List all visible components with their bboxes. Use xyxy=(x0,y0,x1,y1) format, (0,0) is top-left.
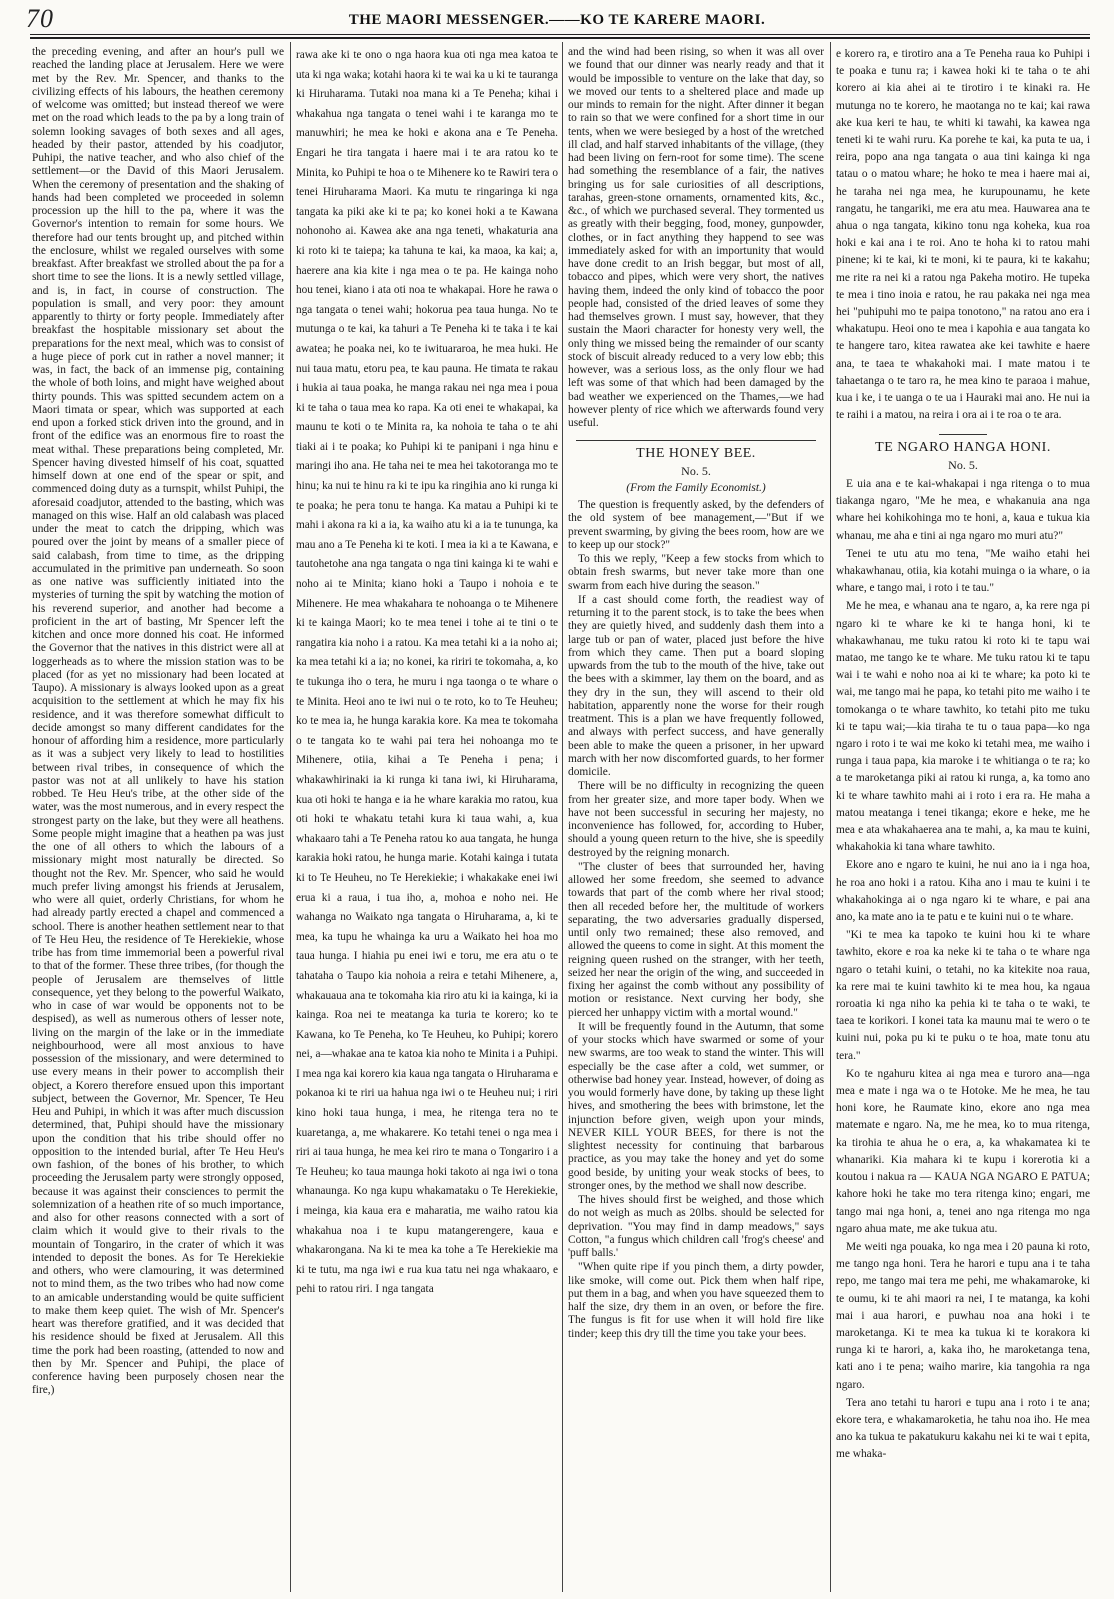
column-divider xyxy=(290,42,291,1592)
paragraph: The hives should first be weighed, and those which do not weigh as much as 20lbs. should be selected for deprivation. "You may find in damp meadows," says Cotton, "a fungus which children call 'frog's cheese' and 'puff balls.' xyxy=(568,1194,824,1259)
paragraph: rawa ake ki te ono o nga haora kua oti nga mea katoa te uta ki nga waka; kotahi haora ki te wai ka u ki te tauranga ki Hiruharama. Tutaki noa mana ki a Te Peneha; kihai i whakahua nga tangata o tenei wahi i te karanga mo te manuwhiri; he mea ke hoki e akona ana e Te Peneha. Engari he tira tangata i haere mai i te ara ratou ko te Minita, ko Puhipi te hoa o te Mihenere ko te Rawiri tera o tenei Hiruharama Maori. Ka mutu te ringaringa ki nga tangata ka piki ake ki te pa; ko konei hoki a te Kawana nohonoho ai. Kawea ake ana nga teneti, whakaturia ana ki roto ki te taiepa; ka tahuna te kai, ka maoa, ka kai; a, haerere ana kia kite i nga mea o te pa. He kainga noho hou tenei, kiano i ata oti noa te whakapai. Hore he rawa o nga tangata o tenei wahi; hokorua pea taua hunga. No te mutunga o te kai, ka tahuri a Te Peneha ki te taka i te kai awatea; he poaka nei, ko te iwituararoa, he mea huki. He nui taua matu, etoru pea, te kau pauna. He timata te rakau i hukia ai taua poaka, he manga rakau nei nga mea i poua ki te taha o taua mea ko rapa. Ka oti enei te whakapai, ka maunu te koti o te Minita ra, ka nohoia te taha o te ahi tiaki ai i te poaka; ko Puhipi ki te panipani i nga hinu e maringi iho ana. He taha nei te mea hei takotoranga mo te hinu; ka nui te hinu ra ki te ipu ka ringihia ano ki runga ki te poaka; he pera tonu te hanga. Ka matau a Puhipi ki te mahi i akona ra ki a ia, ka waiho atu ki a ia te tununga, ka mau ano a Te Peneha ki te koti. I mea ia ki a te Kawana, e tautohetohe ana nga tangata o nga tini kainga ki te wahi e noho ai te Minita; kiano hoki a Taupo i nohoia e te Mihenere. He mea whakahara te nohoanga o te Mihenere ki te kainga Maori; ko te mea tenei i tohe ai te tini o te rangatira kia noho i a ratou. Ka mea tetahi ki a ia noho ai; ka mea tetahi ki a ia; no konei, ka ririri te tokomaha, a, ko te tukunga iho o tera, he muru i nga taonga o te whare o te Minita. Heoi ano te iwi nui o te roto, ko to Te Heuheu; ko te mea ia, he hunga karakia kore. Ka mea te tokomaha o te tangata ko te wahi pai tera hei nohoanga mo te Mihenere, otiia, kihai a Te Peneha i pena; i whakawhirinaki ia ki runga ki tana iwi, ki Hiruharama, kua oti hoki te hanga e ia he whare karakia mo ratou, kua oti hoki te whakatu tetahi kura ki taua wahi, a, kua whakaaro tahi a Te Peneha ratou ko aua tangata, he hunga karakia hoki ratou, he hunga marie. Kotahi kainga i tutata ki to Te Heuheu, no Te Herekiekie; i whakakake enei iwi erua ki a raua, i tua iho, a, mohoa e noho nei. He wahanga no Waikato nga tangata o Hiruharama, a, ki te mea, ka tupu he whainga ka uru a Waikato hei hoa mo taua hunga. I hiahia pu enei iwi e toru, me era atu o te tahataha o Taupo kia nohoia a reira e tetahi Mihenere, a, whakauaua ana te tokomaha kia riro atu ki ia kainga, ki ia kainga. Roa nei te meatanga ka turia te korero; ko te Kawana, ko Te Peneha, ko Te Heuheu, ko Puhipi; korero nei, a—whakae ana te katoa kia noho te Minita i a Puhipi. I mea nga kai korero kia kaua nga tangata o Hiruharama e pokanoa ki te riri ua hahua nga iwi o te Heuheu nui; i riri kino hoki taua hunga, i mea, he ritenga tera no te kuaretanga, a, me whakarere. Ko tetahi tenei o nga mea i riri ai taua hunga, he mea kei riro te mana o Tongariro i a Te Heuheu; ko taua maunga hoki takoto ai nga iwi o tona whanaunga. Ko nga kupu whakamataku o Te Herekiekie, i meinga, kia kaua era e maharatia, me waiho ratou kia whakahua noa i te kupu matangerengere, kaua e whakarongana. Na ki te mea ka tohe a Te Herekiekie ma ki te tutu, ma nga iwi e rua kua tatu nei nga whakaaro, e pehi to ratou riri. I nga tangata xyxy=(296,49,558,1296)
paragraph: The question is frequently asked, by the defenders of the old system of bee management,—"But if we prevent swarming, by giving the bees room, how are we to keep up our stock?" xyxy=(568,499,824,551)
paragraph: If a cast should come forth, the readiest way of returning it to the parent stock, is to take the bees when they are quietly hived, and suddenly dash them into a large tub or pan of water, placed just before the hive from which they came. Then put a board sloping upwards from the tub to the mouth of the hive, take out the bees with a skimmer, lay them on the board, and as they dry in the sun, they will ascend to their old habitation, apparently none the worse for their rough treatment. This is a plan we have frequently followed, and always with perfect success, and have generally been able to make the queen a prisoner, in her upward march with her now discomforted guards, to her former domicile. xyxy=(568,593,824,778)
paragraph: There will be no difficulty in recognizing the queen from her greater size, and more taper body. When we have not been successful in securing her majesty, no inconvenience has followed, for, according to Huber, should a young queen return to the hive, she is speedily destroyed by the reigning monarch. xyxy=(568,780,824,859)
paragraph: It will be frequently found in the Autumn, that some of your stocks which have swarmed or some of your new swarms, are too weak to stand the winter. This will especially be the case after a cold, wet summer, or otherwise bad honey year. Instead, however, of doing as you would formerly have done, by taking up these light hives, and smothering the bees with brimstone, let the injunction before given, weigh upon your minds, NEVER KILL YOUR BEES, for there is not the slightest necessity for continuing that barbarous practice, as you may take the honey and yet do some good beside, by uniting your weak stocks of bees, to stronger ones, by the method we shall now describe. xyxy=(568,1020,824,1192)
column-2-maori-journal xyxy=(296,46,558,1591)
paragraph: Me weiti nga pouaka, ko nga mea i 20 pauna ki roto, me tango nga honi. Tera he harori e tupu ana i te taha repo, me tango mai tera me pehi, me whakamaroke, ki te oumu, ki te ahi maori ra nei, I te matanga, ka kohi mai i aua harori, e puwhau noa ana hoki i te maroketanga. Ki te mea ka tukua ki te korakora ki runga ki te harori, a, kaka iho, he maroketanga tena, kati ano i te pena; waiho marire, kia tangohia ra nga ngaro. xyxy=(836,1240,1090,1391)
section-number: No. 5. xyxy=(948,457,978,472)
paragraph: Ekore ano e ngaro te kuini, he nui ano ia i nga hoa, he roa ano hoki i a ratou. Kiha ano i mau te kuini i te whakahokinga ai o nga ngaro ki te whare, e pai ana ano, ka mate ano ia te patu e te kuini nui o te whare. xyxy=(836,859,1090,924)
section-source: (From the Family Economist.) xyxy=(626,481,766,494)
paragraph: "Ki te mea ka tapoko te kuini hou ki te whare tawhito, ekore e roa ka neke ki te taha o te whare nga ngaro o tetahi kuini, o tetahi, no ka kitekite noa raua, ka rere mai te kuini tawhito ki te mea hou, ka ngaua roroatia ki nga niho ka pehia ki te taha o te waki, te taea te korikori. I konei tata ka maunu mai te wero o te kuini nui, poka pu ki te puku o te hoa, mate tonu atu tera." xyxy=(836,929,1090,1062)
section-title-te-ngaro-hanga-honi: TE NGARO HANGA HONI. xyxy=(875,440,1051,456)
paragraph: e korero ra, e tirotiro ana a Te Peneha raua ko Puhipi i te poaka e tunu ra; i kawea hoki ki te taha o te ahi korero ai kia ahei ai te tirotiro i te kinaki ra. He mutunga no te korero, he maotanga no te kai; kai rawa ake kua keri te hau, te whiti ki tawahi, ka kawea nga teneti ki te wahi ruru. Ka porehe te kai, ka puta te ua, i reira, popo ana nga tangata o aua tini kainga ki nga tatau o o matou whare; he hoko te mea i haere mai ai, he taraha nei nga mea, he kurupounamu, he kete rangatu, he tangariki, me era atu mea. Hauwarea ana te ahua o nga tangata, kikino tonu nga koheka, kua roa hoki e kai ana i te roi. Ano te hoha ki to ratou mahi pinene; ki te kai, ki te moni, ki te paura, ki te kakahu; me rite ra nei ki a ratou nga Pakeha motiro. He tupeka te mea i tino inoia e ratou, he rau pakaka nei nga mea hei "puhipuhi mo te paipa tonotono," na ratou ano era i whakatupu. Heoi ono te mea i kapohia e aua tangata ko te hangere taro, kitea rawatea ake kei tawhite e haere ana, te taea te whakahoki mai. I mate matou i te tahaetanga o te taro ra, he mea kino te paraoa i mahue, kua i ke, i te uanga o te ua i Hauraki mai ano. He nui ia te raihi i a matou, na reira i ora ai i te roa o te ara. xyxy=(836,48,1090,422)
paragraph: Tera ano tetahi tu harori e tupu ana i roto i te ana; ekore tera, e whakamaroketia, he tahu noa iho. He mea ano ka tukua te pakatukuru kakahu nei ki te wai t epita, me whaka- xyxy=(836,1396,1090,1461)
paragraph: and the wind had been rising, so when it was all over we found that our dinner was nearly ready and that it would be impossible to venture on the lake that day, so we moved our tents to a sheltered place and made up our minds to remain for the night. After dinner it began to rain so that we were confined for a short time in our tents, when we were besieged by a host of the wretched ill clad, and half starved inhabitants of the village, (they had been living on fern-root for some time). The scene had something the resemblance of a fair, the natives bringing us for sale curiosities of all descriptions, tarahas, green-stone ornaments, ornamented kits, &c., &c., of which we purchased several. They tormented us as greatly with their begging, food, money, gunpowder, clothes, or in fact anything they happend to see was immediately asked for with an importunity that would have done credit to an Irish beggar, but most of all, tobacco and pipes, which were very short, the natives having them, indeed the only kind of tobacco the poor people had, consisted of the dried leaves of some they had themselves grown. I must say, however, that they sustain the Maori character for honesty very well, the only thing we missed being the remainder of our scanty stock of biscuit already reduced to a very low ebb; this however, was a serious loss, as the only flour we had left was some of that which had been damaged by the bad weather we experienced on the Thames,—we had however plenty of rice which we afterwards found very useful. xyxy=(568,46,824,429)
section-separator xyxy=(939,434,987,435)
paragraph: Ko te ngahuru kitea ai nga mea e turoro ana—nga mea e mate i nga wa o te Hotoke. Me he mea, he tau honi kore, he Raumate kino, ekore ano nga mea matemate e ngaro. Na, me he mea, ko to mua ritenga, ka tirohia te ahua he o era, a, ka whakamatea ki te whanariki. Kia mahara ki te kupu i korerotia ki a koutou i nakua ra — KAUA NGA NGARO E PATUA; kahore hoki he take mo tera ritenga kino; engari, me tango mai nga honi, a, tenei ano nga ritenga mo nga ngaro ahua mate, me ake tukua atu. xyxy=(836,1067,1090,1235)
paragraph: Tenei te utu atu mo tena, "Me waiho etahi hei whakawhanau, otiia, kia kotahi muinga o ia whare, o ia whare, e tango mai, i roto i te tau." xyxy=(836,547,1090,595)
section-number: No. 5. xyxy=(681,463,711,478)
paragraph: "The cluster of bees that surrounded her, having allowed her some freedom, she seemed to advance towards that part of the comb where her rival stood; then all receded before her, the multitude of workers separating, the two adversaries gradually dispersed, until only two remained; these also removed, and allowed the queens to come in sight. At this moment the reigning queen rushed on the stranger, with her teeth, seized her near the origin of the wing, and succeeded in fixing her against the comb without any possibility of motion or resistance. Next curving her body, she pierced her unhappy victim with a mortal wound." xyxy=(568,860,824,1019)
column-divider xyxy=(562,42,563,1592)
section-separator xyxy=(576,440,816,441)
paragraph: To this we reply, "Keep a few stocks from which to obtain fresh swarms, but never take more than one swarm from each hive during the season." xyxy=(568,553,824,592)
paragraph: Me he mea, e whanau ana te ngaro, a, ka rere nga pi ngaro ki te whare ke ki te hanga honi, ki te whakawhanau, me tuku ratou ki roto ki te tapu wai matao, me tango ke te whare. Me tuku ratou ki te tapu wai i te wahi e noho noa ai ki te whare; ka poto ki te wai, me tango mai he papa, ko tetahi pito me waiho i te tomokanga o te whare tawhito, ko tetahi pito me tuku ki te tapu wai;—kia tiraha te tu o taua papa—ko nga ngaro i roto i te wai me koko ki tetahi mea, me waiho i runga i taua papa, kia maroke i te whitianga o te ra; ko a te maroketanga piki ai ratou ki runga, a, ka tomo ano ki te whare tawhito mahi ai i roto i era ra. He maha a matou meatanga i tenei tikanga; ekore e heke, me he mea e ata whakahaerea ana te mahi, a, ka mau te kuini, whakahokia ki tana whare tawhito. xyxy=(836,600,1090,854)
masthead-rule xyxy=(30,34,1090,39)
section-title-honey-bee: THE HONEY BEE. xyxy=(636,446,756,462)
masthead: THE MAORI MESSENGER.——KO TE KARERE MAORI. xyxy=(348,12,766,28)
paragraph: E uia ana e te kai-whakapai i nga ritenga o to mua tiakanga ngaro, "Me he mea, e whakanuia ana nga whare hei kohikohinga mo te honi, a, kaua e tukua kia whanau, me aha e tini ai nga ngaro mo muri atu?" xyxy=(836,477,1090,542)
paragraph: "When quite ripe if you pinch them, a dirty powder, like smoke, will come out. Pick them when half ripe, put them in a bag, and when you have squeezed them to half the size, dry them in an oven, or before the fire. The fungus is fit for use when it will hold fire like tinder; keep this dry till the time you take your bees. xyxy=(568,1261,824,1340)
column-divider xyxy=(830,42,831,1592)
column-1-english-journal xyxy=(32,46,284,1591)
column-4 xyxy=(836,46,1090,1591)
handwritten-page-number: 70 xyxy=(26,4,54,33)
column-3 xyxy=(568,46,824,1591)
paragraph: the preceding evening, and after an hour's pull we reached the landing place at Jerusalem. Here we were met by the Rev. Mr. Spencer, and thanks to the civilizing effects of his labours, the heathen ceremony of welcome was omitted; but instead thereof we were met on the road which leads to the pa by a long train of solemn looking savages of both sexes and all ages, headed by their pastor, attended by his coadjutor, Puhipi, the native teacher, and who also chief of the settlement—or the David of this Maori Jerusalem. When the ceremony of presentation and the shaking of hands had been completed we proceeded in solemn procession up the hill to the pa, where it was the Governor's intention to remain for some hours. We therefore had our tents brought up, and pitched within the enclosure, whilst we regaled ourselves with some breakfast. After breakfast we strolled about the pa for a short time to see the lions. It is a newly settled village, and is, in fact, in course of construction. The population is small, and very poor: they amount apparently to thirty or forty people. Immediately after breakfast the hospitable missionary set about the preparations for the next meal, which was to consist of a huge piece of pork cut in rather a novel manner; it was, in fact, the back of an immense pig, containing the whole of both loins, and might have weighed about thirty pounds. This was spitted secundem actem on a Maori timata or spear, which was supported at each end upon a forked stick driven into the ground, and in front of the edifice was an enormous fire to roast the meat withal. These preparations being completed, Mr. Spencer having divested himself of his coat, squatted himself down at one end of the spear or spit, and commenced doing duty as a turnspit, whilst Puhipi, the aforesaid coadjutor, attended to the basting, which was managed on this wise. Half an old calabash was placed under the meat to catch the dripping, which was poured over the joint by means of a smaller piece of said calabash, from time to time, as the dripping accumulated in the primitive pan underneath. So soon as one native was sufficiently initiated into the mysteries of turning the spit by watching the motion of his reverend superior, and another had become a proficient in the art of basting, Mr Spencer left the kitchen and once more donned his coat. He informed the Governor that the natives in this district were all at loggerheads as to where the mission station was to be placed (for as yet no missionary had been located at Taupo). A missionary is always looked upon as a great acquisition to the settlement at which he may fix his residence, and it was therefore somewhat difficult to decide amongst so many different candidates for the honour of affording him a residence, more particularly as it was a subject very likely to lead to hostilities between rival tribes, in consequence of which the pastor was not at all unlikely to have his station robbed. Te Heu Heu's tribe, at the other side of the water, was the most numerous, and in every respect the strongest party on the lake, but they were all heathens. Some people might imagine that a heathen pa was just the one of all others to which the labours of a missionary might most naturally be directed. So thought not the Rev. Mr. Spencer, who said he would much prefer living amongst his friends at Jerusalem, who were all quiet, orderly Christians, for whom he had already partly erected a chapel and commenced a school. There is another heathen settlement near to that of Te Heu Heu, the residence of Te Herekiekie, whose tribe has from time immemorial been a powerful rival to that of the former. These three tribes, (for though the people of Jerusalem are themselves of little consequence, yet they belong to the powerful Waikato, who in case of war would be opponents not to be despised), as well as numerous others of lesser note, living on the margin of the lake or in the immediate neighbourhood, were all most anxious to have possession of the missionary, and were determined to use every means in their power to accomplish their object, a Korero therefore ensued upon this important subject, between the Governor, Mr. Spencer, Te Heu Heu and Puhipi, in which it was after much discussion determined, that, Puhipi should have the missionary upon the condition that his tribe should offer no opposition to the intended burial, after Te Heu Heu's own fashion, of the bones of his brother, to which proceeding the Jerusalem party were strongly opposed, because it was against their consciences to permit the solemnization of a heathen rite of so much importance, and also for other reasons connected with a sort of claim which it would give to their rivals to the mountain of Tongariro, in the crater of which it was intended to deposit the bones. As for Te Herekiekie and others, who were clamouring, it was determined not to mind them, as the two tribes who had now come to an amicable understanding would be quite sufficient to make them keep quiet. The wish of Mr. Spencer's heart was therefore gratified, and it was decided that his residence should be fixed at Jerusalem. All this time the pork had been roasting, (attended to now and then by Mr. Spencer and Puhipi, the place of conference having been purposely chosen near the fire,) xyxy=(32,46,284,1397)
